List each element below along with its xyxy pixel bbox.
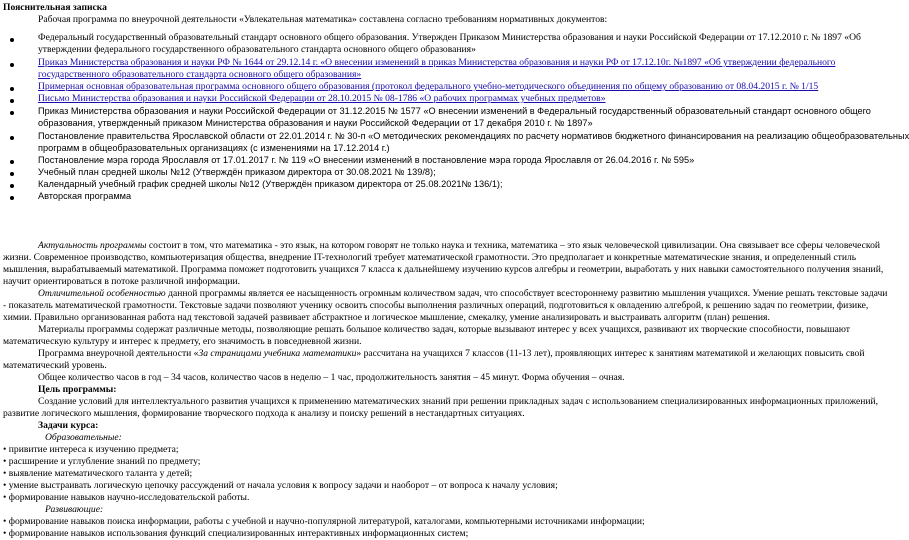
norm-item: Постановление правительства Ярославской области от 22.01.2014 г. № 30-п «О методических рекомендациях по расчету нормативов бюджетного финансирования на реализацию общеобразовательных <box>38 131 909 141</box>
relevance-lead: Актуальность программы <box>38 240 147 251</box>
bullet-icon <box>10 38 14 42</box>
norm-item: Учебный план средней школы №12 (Утверждён приказом директора от 30.08.2021 № 139/8); <box>38 167 436 177</box>
bullet-icon <box>10 184 14 188</box>
bullet-icon <box>10 160 14 164</box>
paragraph-line: мышления, вырабатываемый математикой. Программа поможет подготовить учащихся 7 класса к дальнейшему изучению курсов алгебры и геометрии, выработать у них навыки самостоятельного получения знаний, <box>3 264 884 275</box>
norm-item: Авторская программа <box>38 191 132 201</box>
norm-item-cont: программ в общеобразовательных организациях (с изменениями на 17.12.2014 г.) <box>38 143 390 153</box>
bullet-icon <box>10 99 14 103</box>
paragraph-line: математическую культуру и интерес к предмету, его значимость в повседневной жизни. <box>3 336 362 347</box>
bullet-icon <box>10 111 14 115</box>
norm-link[interactable]: Приказ Министерства образования и науки РФ № 1644 от 29.12.14 г. «О внесении изменений в приказ Министерства образования и науки РФ от 17.12.10г. №1897 «Об утверждении федерального <box>38 57 836 68</box>
paragraph-line: математический уровень. <box>3 360 107 371</box>
list-item: • формирование навыков научно-исследовательской работы. <box>3 492 250 503</box>
norm-item: Календарный учебный график средней школы №12 (Утверждён приказом директора от 25.08.2021№ 136/1); <box>38 179 503 189</box>
paragraph-materials: Материалы программы содержат различные методы, позволяющие решать большое количество задач, которые вызывают интерес у всех учащихся, развивают их творческие способности, повышают <box>38 324 850 335</box>
list-item: • формирование навыков использования функций специализированных интерактивных информационных систем; <box>3 528 469 539</box>
bullet-icon <box>10 63 14 67</box>
paragraph-feature <box>38 288 887 300</box>
list-item: • выявление математического таланта у детей; <box>3 468 193 479</box>
feature-text: данной программы является ее насыщенность огромным количеством задач, что способствует всестороннему развитию мышления учащихся. Умение решать текстовые задачи <box>165 288 888 299</box>
norm-item-cont: утверждении федерального государственного образовательного стандарта основного общего образования» <box>38 44 476 55</box>
list-item: • умение выстраивать логическую цепочку рассуждений от начала условия к вопросу задачи и наоборот – от вопроса к началу условия; <box>3 480 558 491</box>
norm-item-cont: образования, утвержденный приказом Министерства образования и науки Российской Федерации от 17 декабря 2010 г. № 1897» <box>38 118 593 128</box>
paragraph-line: научит ориентироваться в потоке различной информации. <box>3 276 241 287</box>
list-item: • привитие интереса к изучению предмета; <box>3 444 179 455</box>
program-text-pre: Программа внеурочной деятельности « <box>38 348 199 359</box>
relevance-text: состоит в том, что математика - это язык, на котором говорят не только наука и техника, математика – это язык человеческой цивилизации. Она связывает все сферы человеческой <box>146 240 881 251</box>
goal-text: Создание условий для интеллектуального развития учащихся к применению математических знаний при решении прикладных задач с использованием специализированных информационных приложений, <box>38 396 879 407</box>
intro-text: Рабочая программа по внеурочной деятельности «Увлекательная математика» составлена согласно требованиям нормативных документов: <box>38 14 608 25</box>
paragraph-line: развитие логического мышления, формирование творческого подхода к анализу и поиску решений в нестандартных ситуациях. <box>3 408 525 419</box>
page-title: Пояснительная записка <box>3 2 107 13</box>
norm-item: Приказ Министерства образования и науки Российской Федерации от 31.12.2015 № 1577 «О внесении изменений в Федеральный государственный образовательный стандарт основного общего <box>38 106 871 116</box>
norm-item: Федеральный государственный образовательный стандарт основного общего образования. Утвержден Приказом Министерства образования и науки Российской Федерации от 17.12.2010 г. № 1897 «Об <box>38 32 861 43</box>
norm-link-cont[interactable]: государственного образовательного стандарта основного общего образования» <box>38 69 362 80</box>
norm-link[interactable]: Письмо Министерства образования и науки Российской Федерации от 28.10.2015 № 08-1786 «О рабочих программах учебных предметов» <box>38 93 606 104</box>
bullet-icon <box>10 172 14 176</box>
paragraph-program <box>38 348 865 360</box>
paragraph-hours: Общее количество часов в год – 34 часов, количество часов в неделю – 1 час, продолжительность занятия – 45 минут. Форма обучения – очная. <box>38 372 625 383</box>
program-text-post: » рассчитана на учащихся 7 классов (11-13 лет), проявляющих интерес к занятиям математикой и желающих повысить свой <box>356 348 865 359</box>
bullet-icon <box>10 196 14 200</box>
edu-heading: Образовательные: <box>45 432 122 443</box>
dev-heading: Развивающие: <box>45 504 104 515</box>
goal-heading: Цель программы: <box>38 384 117 395</box>
feature-lead: Отличительной особенностью <box>38 288 166 299</box>
tasks-heading: Задачи курса: <box>38 420 99 431</box>
paragraph-line: - показатель математической грамотности. Текстовые задачи позволяют ученику освоить способы выполнения различных операций, подготовиться к овладению алгеброй, к решению задач по геометрии, физике, <box>3 300 869 311</box>
bullet-icon <box>10 136 14 140</box>
norm-link[interactable]: Примерная основная образовательная программа основного общего образования (протокол федерального учебно-методического объединения по общему образованию от 08.04.2015 г. № 1/15 <box>38 81 819 92</box>
program-title: За страницами учебника математики <box>198 348 357 359</box>
paragraph-relevance <box>38 240 880 252</box>
list-item: • формирование навыков поиска информации, работы с учебной и научно-популярной литературой, каталогами, компьютерными источниками информации; <box>3 516 645 527</box>
norm-item: Постановление мэра города Ярославля от 17.01.2017 г. № 119 «О внесении изменений в постановление мэра города Ярославля от 26.04.2016 г. № 595» <box>38 155 695 165</box>
paragraph-line: жизни. Современное производство, компьютеризация общества, внедрение IT-технологий требует математической грамотности. Это предполагает и конкретные математические знания, и определенный стиль <box>3 252 857 263</box>
bullet-icon <box>10 87 14 91</box>
paragraph-line: химии. Правильно организованная работа над текстовой задачей развивает абстрактное и логическое мышление, смекалку, умение анализировать и выстраивать алгоритм (план) решения. <box>3 312 770 323</box>
list-item: • расширение и углубление знаний по предмету; <box>3 456 201 467</box>
